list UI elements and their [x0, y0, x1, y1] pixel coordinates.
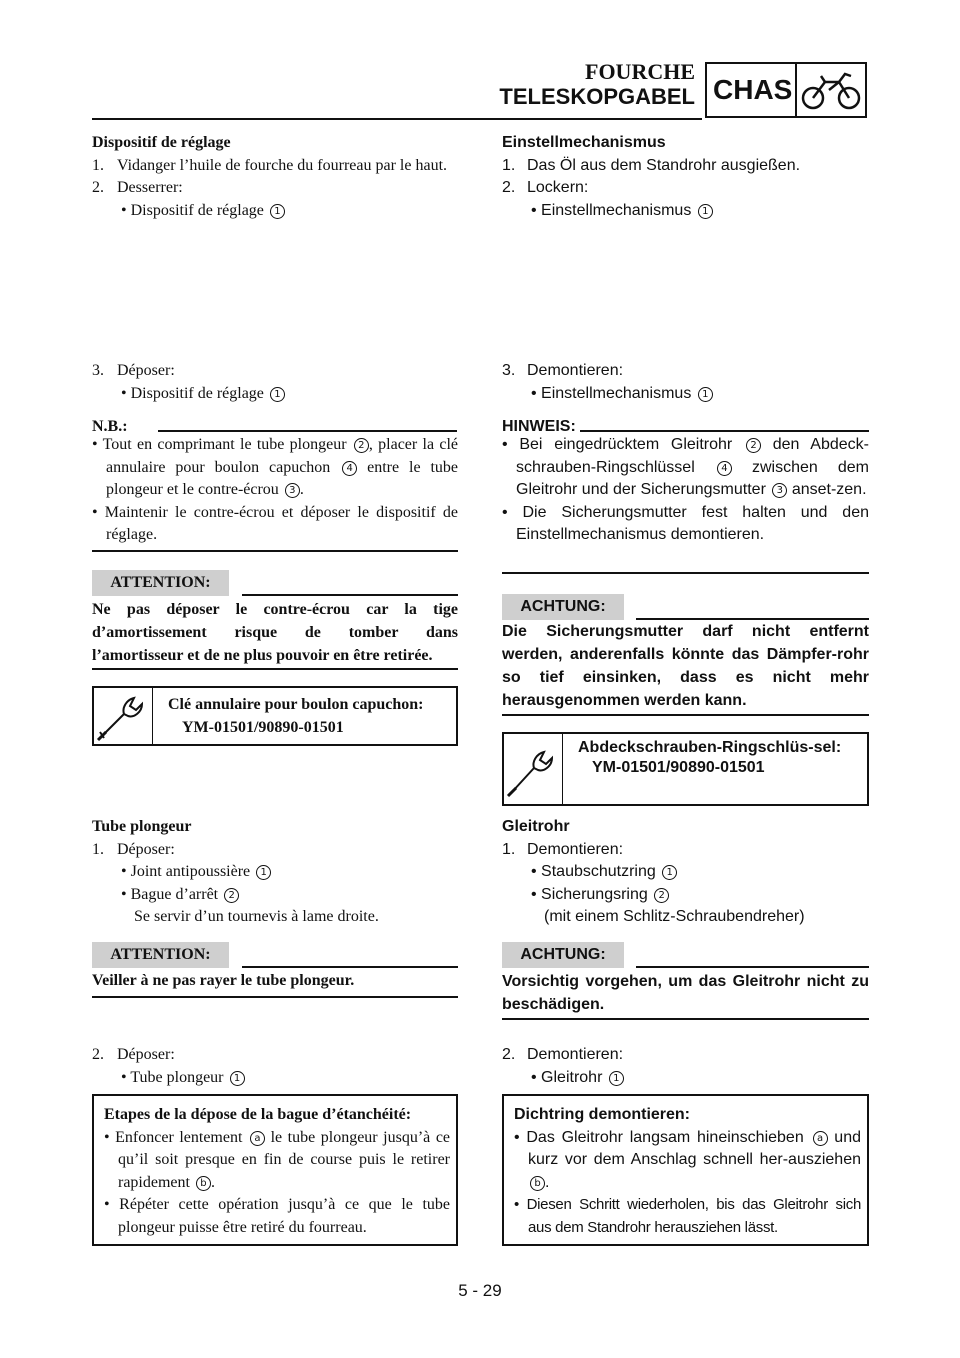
fr-tube-step-1-note: Se servir d’un tournevis à lame droite. [134, 908, 379, 925]
de-step-3-bullet: • Einstellmechanismus 1 [502, 383, 869, 406]
de-note-bullet-2: • Die Sicherungsmutter fest halten und den Einstellmechanismus demontieren. [502, 503, 870, 543]
de-tool-name: Abdeckschrauben-Ringschlüs-sel: [578, 739, 842, 756]
de-steps-bullet-2: • Diesen Schritt wiederholen, bis das Gleitrohr sich aus dem Standrohr herausziehen lässt. [514, 1196, 861, 1236]
fr-steps-box [92, 1094, 458, 1246]
fr-steps-bullet-1: • Enfoncer lentement a le tube plongeur jusqu’à ce qu’il soit presque en fin de course puis le retirer rapidement b . [104, 1128, 451, 1191]
de-step-1: 1. Das Öl aus dem Standrohr ausgießen. [502, 156, 801, 174]
de-attention-2-text: Vorsichtig vorgehen, um das Gleitrohr nicht zu beschädigen. [502, 973, 869, 1013]
motorcycle-icon [799, 70, 863, 112]
fr-attention-1-text: Ne pas déposer le contre-écrou car la tige d’amortissement risque de tomber dans l’amortisseur et de ne plus pouvoir en être retirée. [92, 601, 458, 664]
fr-note-bullet-1: • Tout en comprimant le tube plongeur 2 , placer la clé annulaire pour boulon capuchon 4 entre le tube plongeur et le contre-écrou 3 . [92, 436, 459, 498]
de-section-tube-title: Gleitrohr [502, 818, 570, 835]
fr-attention-2-label: ATTENTION: [92, 942, 229, 968]
fr-note-title: N.B.: [92, 418, 128, 435]
de-note-title: HINWEIS: [502, 418, 576, 435]
fr-tool-box [92, 686, 458, 746]
fr-tube-step-2-bullet: • Tube plongeur 1 [92, 1067, 458, 1090]
fr-tube-step-1-bullet-1: • Joint antipoussière 1 [92, 861, 458, 884]
de-tool-number: YM-01501/90890-01501 [592, 759, 765, 776]
fr-steps-title: Etapes de la dépose de la bague d’étanchéité: [104, 1106, 412, 1123]
fr-note-bullet-2: • Maintenir le contre-écrou et déposer le dispositif de réglage. [92, 503, 458, 543]
fr-step-2-bullet: • Dispositif de réglage 1 [92, 200, 458, 223]
header-title-de: TELESKOPGABEL [499, 84, 695, 109]
fr-step-1: 1. Vidanger l’huile de fourche du fourreau par le haut. [92, 156, 448, 174]
de-tube-step-2: 2. Demontieren: [502, 1046, 624, 1063]
de-steps-title: Dichtring demontieren: [514, 1106, 691, 1123]
fr-section-tube-title: Tube plongeur [92, 818, 192, 835]
fr-tool-number: YM-01501/90890-01501 [182, 718, 344, 736]
wrench-icon [504, 734, 560, 804]
fr-tube-step-1-bullet-2: • Bague d’arrêt 2 [92, 884, 458, 907]
chas-badge-label: CHAS [713, 74, 793, 105]
fr-tool-name: Clé annulaire pour boulon capuchon: [168, 696, 424, 713]
de-step-3: 3. Demontieren: [502, 362, 624, 379]
fr-tube-step-1: 1. Déposer: [92, 840, 175, 858]
de-tool-box [502, 732, 869, 806]
header-title-fr: FOURCHE [585, 59, 695, 84]
de-tube-step-1-bullet-1: • Staubschutzring 1 [502, 861, 869, 884]
de-note-bullet-1: • Bei eingedrücktem Gleitrohr 2 den Abdeck-schrauben-Ringschlüssel 4 zwischen dem Gleitrohr und der Sicherungsmutter 3 anset-zen. [502, 436, 870, 498]
de-tube-step-1: 1. Demontieren: [502, 840, 624, 858]
fr-section-adjuster-title: Dispositif de réglage [92, 134, 231, 151]
fr-attention-2-text: Veiller à ne pas rayer le tube plongeur. [92, 972, 355, 989]
de-tube-step-1-note: (mit einem Schlitz-Schraubendreher) [544, 908, 805, 925]
de-attention-1-label: ACHTUNG: [502, 594, 624, 620]
de-step-2: 2. Lockern: [502, 179, 589, 196]
wrench-icon [94, 688, 150, 744]
page-number: 5 - 29 [458, 1281, 502, 1300]
de-tube-step-1-bullet-2: • Sicherungsring 2 [502, 884, 869, 907]
de-steps-bullet-1: • Das Gleitrohr langsam hineinschieben a und kurz vor dem Anschlag schnell her-ausziehen b . [514, 1128, 861, 1191]
de-step-2-bullet: • Einstellmechanismus 1 [502, 200, 869, 223]
fr-steps-bullet-2: • Répéter cette opération jusqu’à ce que le tube plongeur puisse être retiré du fourreau. [104, 1196, 450, 1236]
fr-step-3: 3. Déposer: [92, 362, 175, 379]
de-tube-step-2-bullet: • Gleitrohr 1 [502, 1067, 869, 1090]
fr-tube-step-2: 2. Déposer: [92, 1046, 175, 1063]
chas-badge [705, 62, 867, 118]
fr-step-3-bullet: • Dispositif de réglage 1 [92, 383, 458, 406]
fr-attention-1-label: ATTENTION: [92, 570, 229, 596]
de-steps-box [502, 1094, 869, 1246]
de-attention-1-text: Die Sicherungsmutter darf nicht entfernt werden, anderenfalls könnte das Dämpfer-rohr so tief einsinken, dass es nicht mehr herausgenommen werden kann. [502, 623, 869, 709]
de-attention-2-label: ACHTUNG: [502, 942, 624, 968]
fr-step-2: 2. Desserrer: [92, 179, 183, 196]
de-section-adjuster-title: Einstellmechanismus [502, 134, 666, 151]
